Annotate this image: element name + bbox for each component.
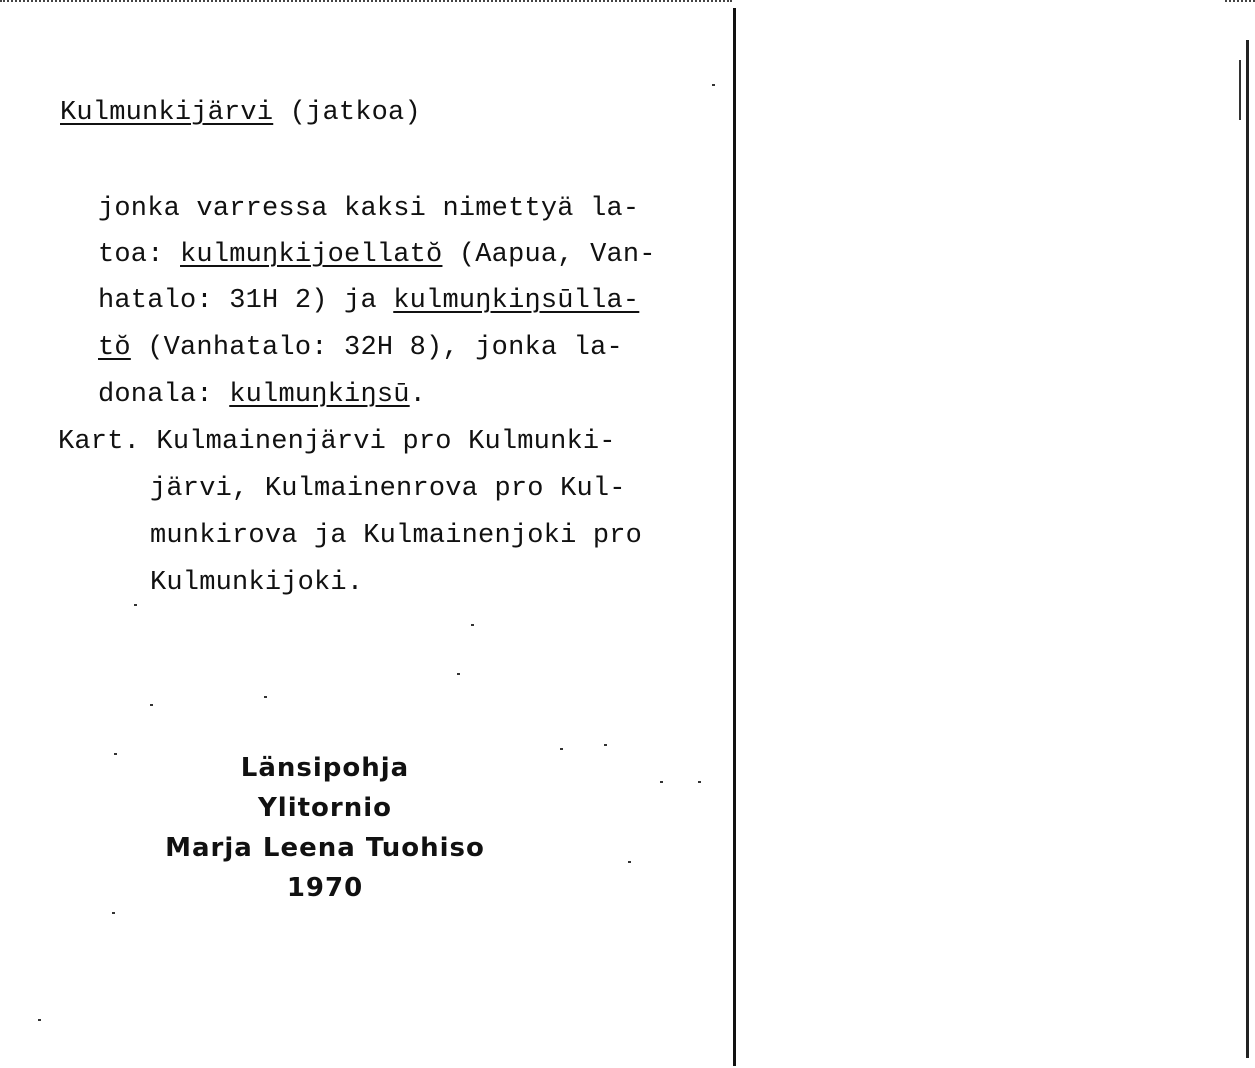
- body-line-4-post: (Vanhatalo: 32H 8), jonka la-: [130, 333, 623, 363]
- body-line-2: [98, 232, 656, 278]
- card-heading: [60, 90, 421, 136]
- kart-line-2: [150, 466, 626, 512]
- card-top-edge: [0, 0, 732, 5]
- kart-line-3: [150, 513, 642, 559]
- stamp-year: 1970: [286, 873, 364, 903]
- body-line-3-pre: hatalo: 31H 2) ja: [98, 286, 394, 316]
- speck: [660, 781, 663, 783]
- dialect-term-2: kulmuŋkiŋsūlla-: [393, 286, 640, 316]
- dialect-term-1: kulmuŋkijoellatŏ: [180, 240, 443, 270]
- speck: [604, 744, 607, 746]
- stamp-region: Länsipohja: [240, 753, 410, 783]
- stamp-parish: Ylitornio: [257, 793, 393, 823]
- body-line-5-pre: donala:: [98, 380, 230, 410]
- speck: [264, 696, 267, 698]
- speck: [38, 1019, 41, 1021]
- body-line-3: [98, 278, 639, 324]
- card-fold-line: [733, 8, 736, 1066]
- heading-suffix: (jatkoa): [273, 98, 421, 128]
- speck: [628, 861, 631, 863]
- card-right-edge: [1246, 40, 1249, 1058]
- speck: [712, 84, 715, 86]
- dialect-term-2-end: tŏ: [98, 333, 131, 363]
- body-line-1: [98, 186, 639, 232]
- kart-line-3-text: munkirova ja Kulmainenjoki pro: [150, 521, 643, 551]
- speck: [150, 704, 153, 706]
- card-right-edge-mark: [1239, 60, 1241, 120]
- dialect-term-3: kulmuŋkiŋsū: [229, 380, 410, 410]
- body-line-5-post: .: [409, 380, 427, 410]
- stamp-collector: Marja Leena Tuohiso: [165, 833, 485, 863]
- body-line-1-text: jonka varressa kaksi nimettyä la-: [98, 194, 640, 224]
- body-line-2-post: (Aapua, Van-: [442, 240, 656, 270]
- speck: [471, 624, 474, 626]
- speck: [457, 673, 460, 675]
- kart-line-1-text: Kart. Kulmainenjärvi pro Kulmunki-: [58, 427, 616, 457]
- speck: [698, 781, 701, 783]
- body-line-2-pre: toa:: [98, 240, 181, 270]
- kart-line-4-text: Kulmunkijoki.: [150, 568, 364, 598]
- location-stamp: [130, 748, 520, 908]
- body-line-4: [98, 325, 623, 371]
- speck: [134, 604, 137, 606]
- kart-line-4: [150, 560, 363, 606]
- card-top-edge-right: [1225, 0, 1255, 5]
- body-line-5: [98, 372, 426, 418]
- heading-title: Kulmunkijärvi: [60, 98, 274, 128]
- speck: [114, 753, 117, 755]
- kart-line-1: [58, 419, 616, 465]
- kart-line-2-text: järvi, Kulmainenrova pro Kul-: [150, 474, 626, 504]
- speck: [560, 748, 563, 750]
- speck: [112, 912, 115, 914]
